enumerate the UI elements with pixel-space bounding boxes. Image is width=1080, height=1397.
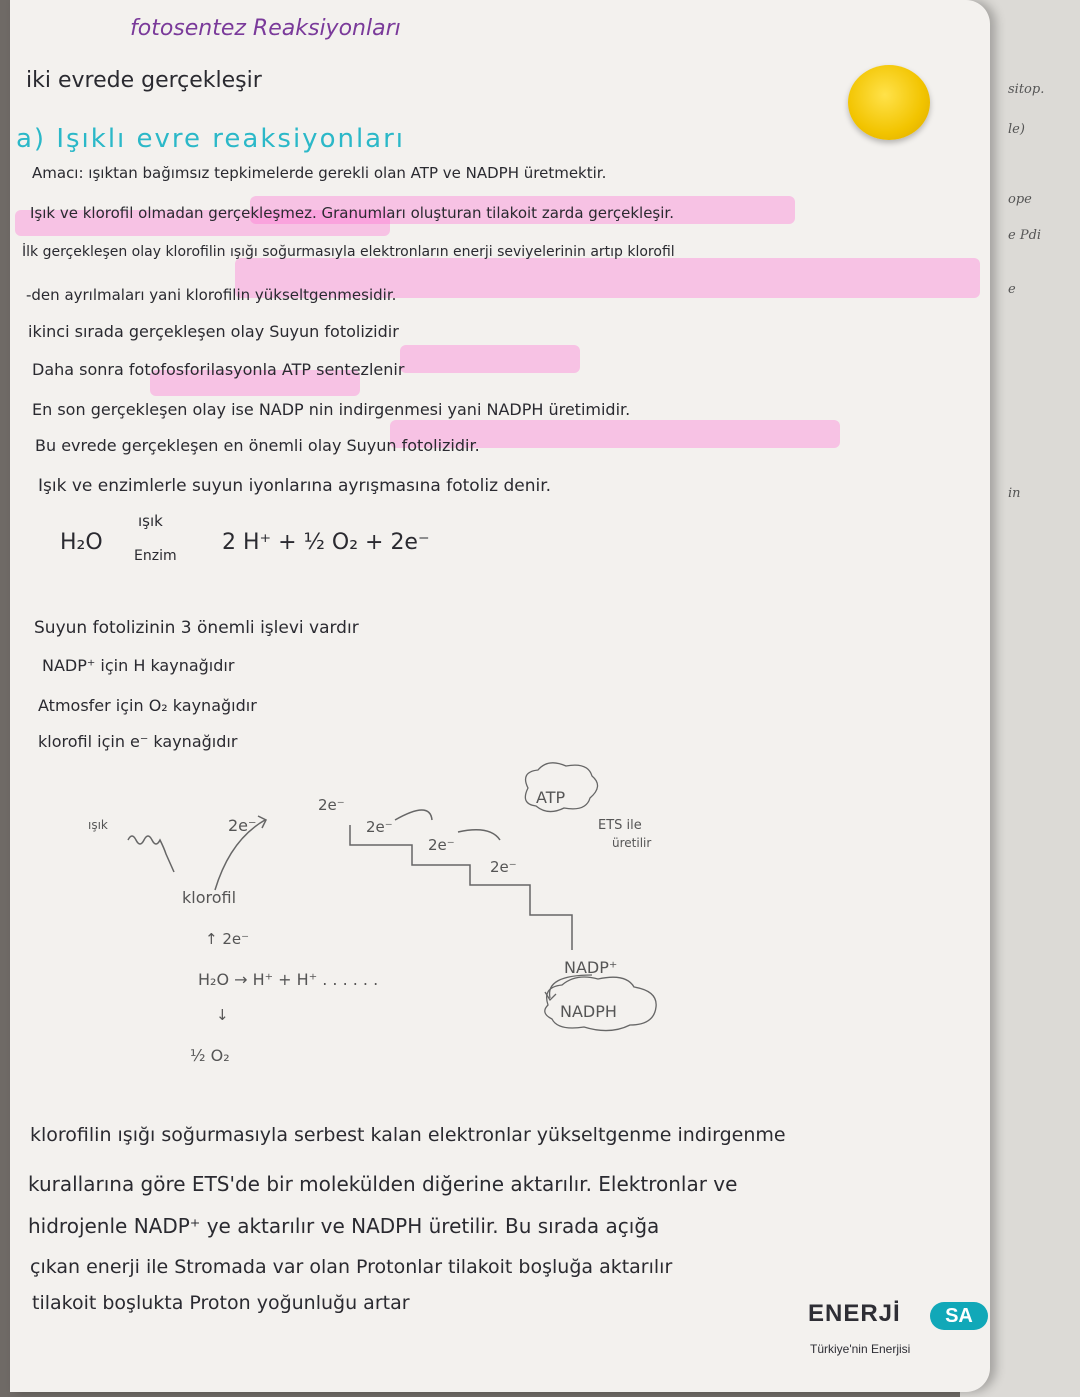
step-arrow xyxy=(458,830,500,840)
atp-label: ATP xyxy=(536,788,566,807)
paragraph-line: kurallarına göre ETS'de bir molekülden diğerine aktarılır. Elektronlar ve xyxy=(28,1172,738,1196)
chlorophyll-label: klorofil xyxy=(182,888,237,907)
nadp-label: NADP⁺ xyxy=(564,958,618,977)
note-line: Işık ve enzimlerle suyun iyonlarına ayrışmasına fotoliz denir. xyxy=(38,476,552,496)
note-line: Işık ve klorofil olmadan gerçekleşmez. Granumları oluşturan tilakoit zarda gerçekleşir. xyxy=(30,204,674,222)
ets-note: ETS ile xyxy=(598,818,642,833)
back-page-fragment: e xyxy=(1008,282,1016,297)
paragraph-line: klorofilin ışığı soğurmasıyla serbest kalan elektronlar yükseltgenme indirgenme xyxy=(30,1124,786,1146)
back-page-fragment: le) xyxy=(1008,122,1025,137)
paragraph-line: hidrojenle NADP⁺ ye aktarılır ve NADPH üretilir. Bu sırada açığa xyxy=(28,1214,660,1238)
brand-logo-badge: SA xyxy=(930,1302,988,1330)
step-electron-label: 2e⁻ xyxy=(490,858,517,876)
intro-line: iki evrede gerçekleşir xyxy=(26,68,262,93)
brand-logo-text: ENERJİ xyxy=(808,1300,901,1327)
page-title: fotosentez Reaksiyonları xyxy=(130,16,401,41)
paragraph-line: çıkan enerji ile Stromada var olan Protonlar tilakoit boşluğa aktarılır xyxy=(30,1256,673,1278)
equation-products: 2 H⁺ + ½ O₂ + 2e⁻ xyxy=(222,530,430,555)
oxygen-label: ½ O₂ xyxy=(190,1046,230,1065)
note-line: En son gerçekleşen olay ise NADP nin indirgenmesi yani NADPH üretimidir. xyxy=(32,400,631,419)
electron-label: 2e⁻ xyxy=(228,816,257,835)
note-line: Amacı: ışıktan bağımsız tepkimelerde gerekli olan ATP ve NADPH üretmektir. xyxy=(32,164,607,182)
back-page-fragment: e Pdi xyxy=(1008,228,1042,243)
brand-tagline: Türkiye'nin Enerjisi xyxy=(810,1342,911,1356)
note-line: -den ayrılmaları yani klorofilin yükseltgenmesidir. xyxy=(26,286,397,304)
fotoliz-item: Atmosfer için O₂ kaynağıdır xyxy=(38,696,257,715)
nadph-label: NADPH xyxy=(560,1002,617,1021)
note-line: Bu evrede gerçekleşen en önemli olay Suyun fotolizidir. xyxy=(35,436,480,455)
ets-staircase xyxy=(350,825,572,950)
back-page-fragment: sitop. xyxy=(1008,82,1045,97)
water-split-label: H₂O → H⁺ + H⁺ . . . . . . xyxy=(198,970,379,989)
equation-condition-below: Enzim xyxy=(134,548,177,564)
light-wave-icon xyxy=(128,836,174,872)
note-line: ikinci sırada gerçekleşen olay Suyun fotolizidir xyxy=(28,322,399,341)
down-arrow: ↓ xyxy=(216,1006,229,1024)
step-arrow xyxy=(395,810,432,820)
electron-from-water-label: ↑ 2e⁻ xyxy=(205,930,250,948)
step-electron-label: 2e⁻ xyxy=(428,836,455,854)
paragraph-line: tilakoit boşlukta Proton yoğunluğu artar xyxy=(32,1292,410,1314)
note-line: Daha sonra fotofosforilasyonla ATP sentezlenir xyxy=(32,360,405,379)
back-page-fragment: ope xyxy=(1008,192,1032,207)
fotoliz-item: NADP⁺ için H kaynağıdır xyxy=(42,656,235,675)
light-label: ışık xyxy=(88,818,108,832)
ets-note: üretilir xyxy=(612,836,652,850)
equation-condition-above: ışık xyxy=(138,512,163,530)
note-line: İlk gerçekleşen olay klorofilin ışığı soğurmasıyla elektronların enerji seviyelerinin artıp klorofil xyxy=(22,244,675,260)
back-page-fragment: in xyxy=(1008,486,1021,501)
step-electron-label: 2e⁻ xyxy=(366,818,393,836)
fotoliz-heading: Suyun fotolizinin 3 önemli işlevi vardır xyxy=(34,618,359,638)
equation-reactant: H₂O xyxy=(60,530,103,555)
step-electron-label: 2e⁻ xyxy=(318,796,345,814)
fotoliz-item: klorofil için e⁻ kaynağıdır xyxy=(38,732,238,751)
section-heading: a) Işıklı evre reaksiyonları xyxy=(16,124,406,154)
